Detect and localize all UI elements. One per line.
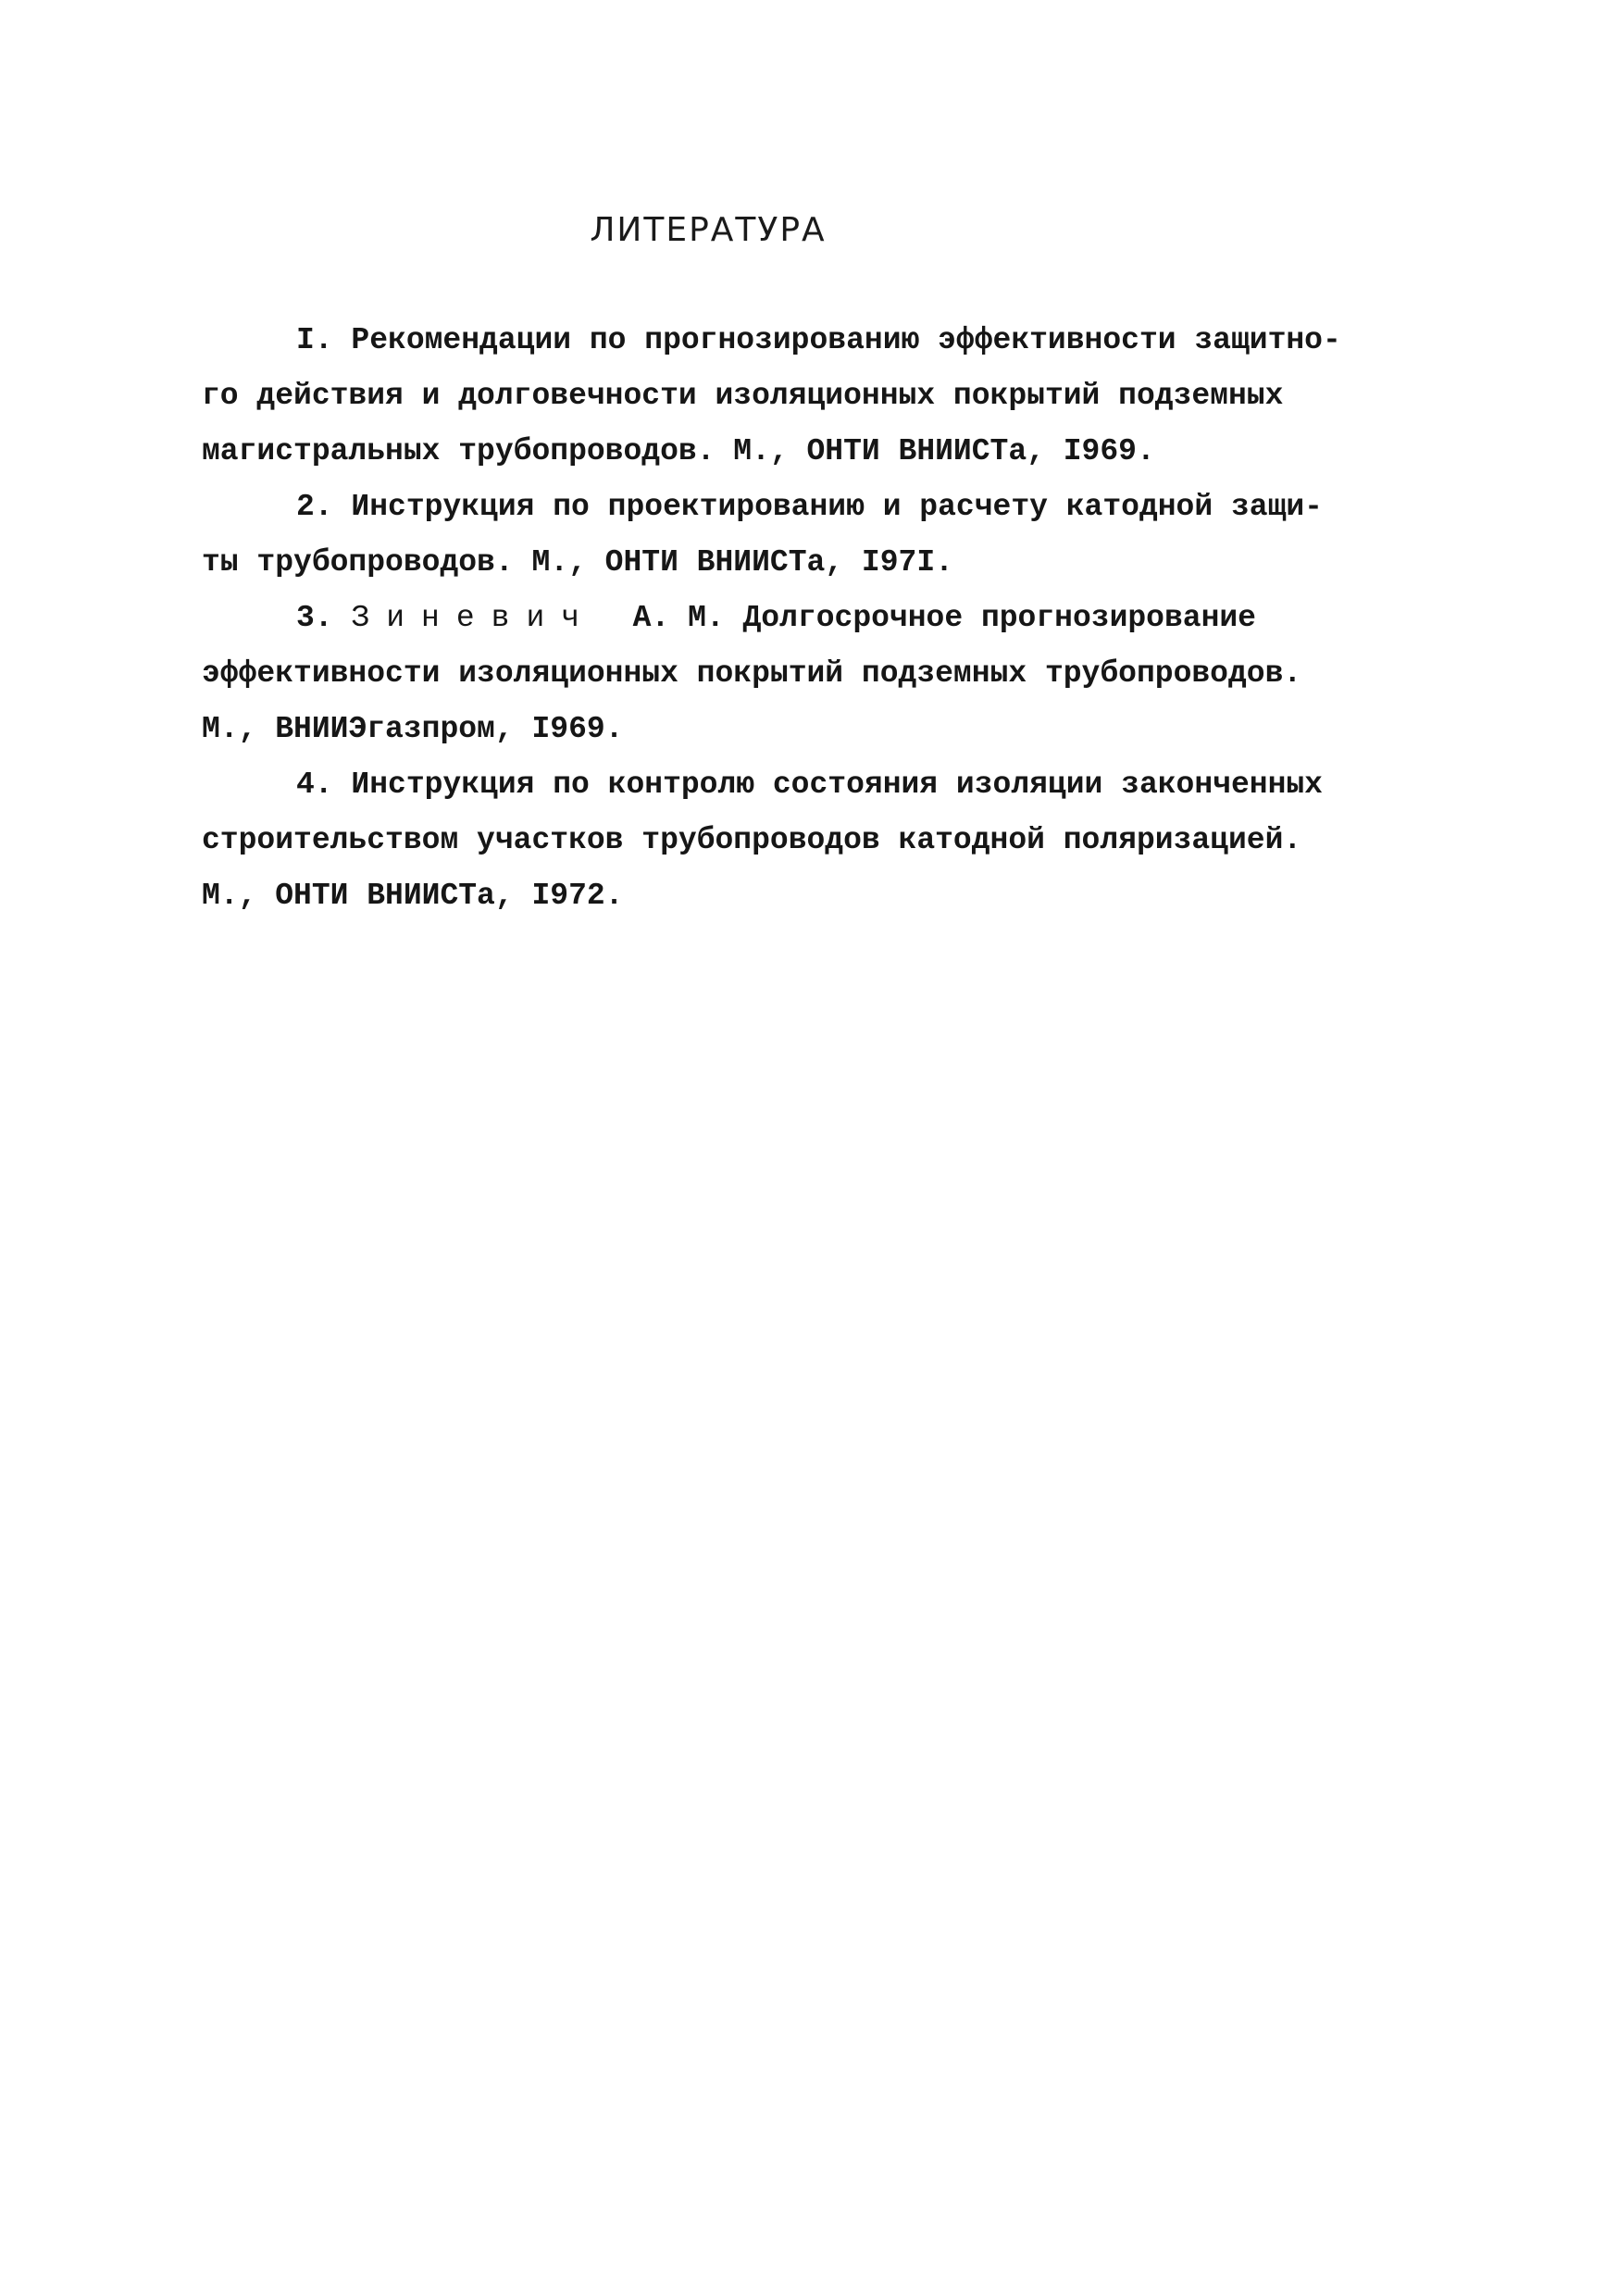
reference-3-author: Зиневич xyxy=(351,601,597,635)
reference-4-line-1: 4. Инструкция по контролю состояния изоляции законченных xyxy=(296,767,1323,802)
reference-3-initials: А. М. xyxy=(632,601,725,635)
reference-2-line-2: ты трубопроводов. М., ОНТИ ВНИИСТа, I97I. xyxy=(202,545,953,580)
reference-list xyxy=(202,313,1382,924)
reference-3-line-3: М., ВНИИЭгазпром, I969. xyxy=(202,712,624,746)
reference-3-number: 3. xyxy=(296,601,333,635)
reference-1-line-3: магистральных трубопроводов. М., ОНТИ ВНИИСТа, I969. xyxy=(202,434,1155,468)
reference-1-line-2: го действия и долговечности изоляционных покрытий подземных xyxy=(202,379,1284,413)
reference-4-line-2: строительством участков трубопроводов катодной поляризацией. xyxy=(202,823,1302,857)
reference-2-line-1: 2. Инструкция по проектированию и расчету катодной защи- xyxy=(296,490,1323,524)
reference-3-line-2: эффективности изоляционных покрытий подземных трубопроводов. xyxy=(202,656,1302,691)
reference-3-title-start: Долгосрочное прогнозирование xyxy=(742,601,1256,635)
reference-3-line-1 xyxy=(202,591,1382,646)
reference-4-line-3: М., ОНТИ ВНИИСТа, I972. xyxy=(202,879,624,913)
page-title: ЛИТЕРАТУРА xyxy=(590,211,827,249)
reference-1-line-1: I. Рекомендации по прогнозированию эффективности защитно- xyxy=(296,323,1341,357)
